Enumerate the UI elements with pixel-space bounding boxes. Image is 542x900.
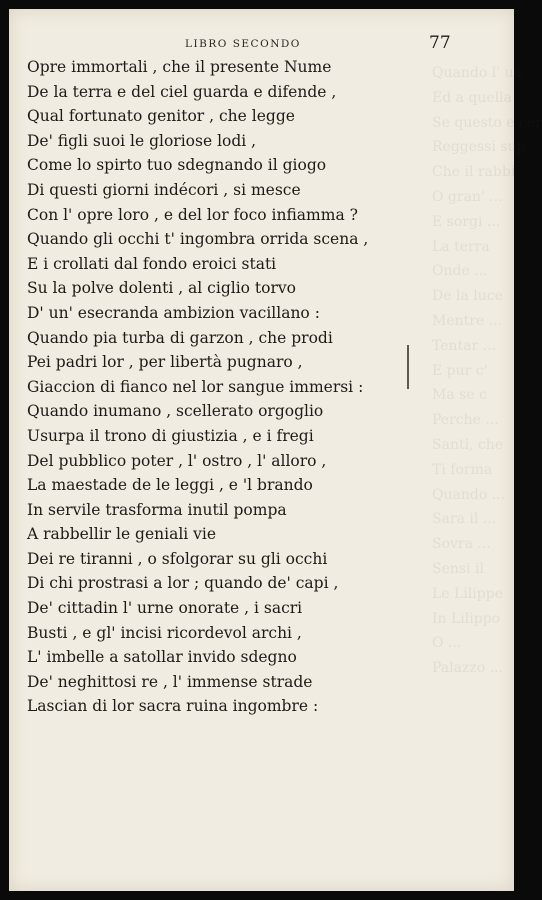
verse-line: Quando gli occhi t' ingombra orrida scena , [27,230,369,249]
verse-line: Su la polve dolenti , al ciglio torvo [27,279,296,298]
verse-line: Con l' opre loro , e del lor foco infiamma ? [27,205,358,224]
verse-line: De' figli suoi le gloriose lodi , [27,131,257,150]
margin-mark [407,345,409,389]
verse-line: Di questi giorni indécori , si mesce [27,180,301,199]
running-head: LIBRO SECONDO [185,38,301,50]
verse-line: Quando pia turba di garzon , che prodi [27,328,333,347]
verse-line: Pei padri lor , per libertà pugnaro , [27,353,303,372]
poem-body [27,55,368,719]
verse-line: De' neghittosi re , l' immense strade [27,672,313,691]
verse-line: La maestade de le leggi , e 'l brando [27,476,313,495]
page-number: 77 [429,33,451,53]
verse-line: L' imbelle a satollar invido sdegno [27,648,297,667]
verse-line: Usurpa il trono di giustizia , e i fregi [27,426,314,445]
verse-line: Giaccion di fianco nel lor sangue immersi : [27,377,364,396]
verse-line: Opre immortali , che il presente Nume [27,58,332,76]
verse-line: E i crollati dal fondo eroici stati [27,254,277,273]
verse-line: D' un' esecranda ambizion vacillano : [27,303,320,322]
verse-line: De' cittadin l' urne onorate , i sacri [27,599,303,618]
verse-line: Di chi prostrasi a lor ; quando de' capi , [27,574,339,593]
verse-line: Quando inumano , scellerato orgoglio [27,402,324,421]
verse-line: In servile trasforma inutil pompa [27,500,287,519]
show-through-text: Quando l' ua Ed a quella Se questo e cer Reggessi sup Che il rabbi O gran' ... E sorgi ... La terra Onde ... De la luce Mentre ... Tentar ... E pur c' Ma se c Perche ... Santi, che Ti forma Quando ... Sara il ... Sovra ... Sensi il Le Lilippe In Lilippo O ... Palazzo ... [432,65,542,677]
verse-line: Lascian di lor sacra ruina ingombre : [27,697,319,716]
verse-line: Qual fortunato genitor , che legge [27,107,295,126]
verse-line: Del pubblico poter , l' ostro , l' alloro , [27,451,327,470]
verse-line: Come lo spirto tuo sdegnando il giogo [27,156,327,175]
verse-line: Busti , e gl' incisi ricordevol archi , [27,623,302,642]
book-page [9,9,542,891]
verse-line: De la terra e del ciel guarda e difende , [27,82,337,101]
page-header [9,33,514,57]
verse-line: Dei re tiranni , o sfolgorar su gli occhi [27,549,328,568]
verse-line: A rabbellir le geniali vie [27,525,217,544]
